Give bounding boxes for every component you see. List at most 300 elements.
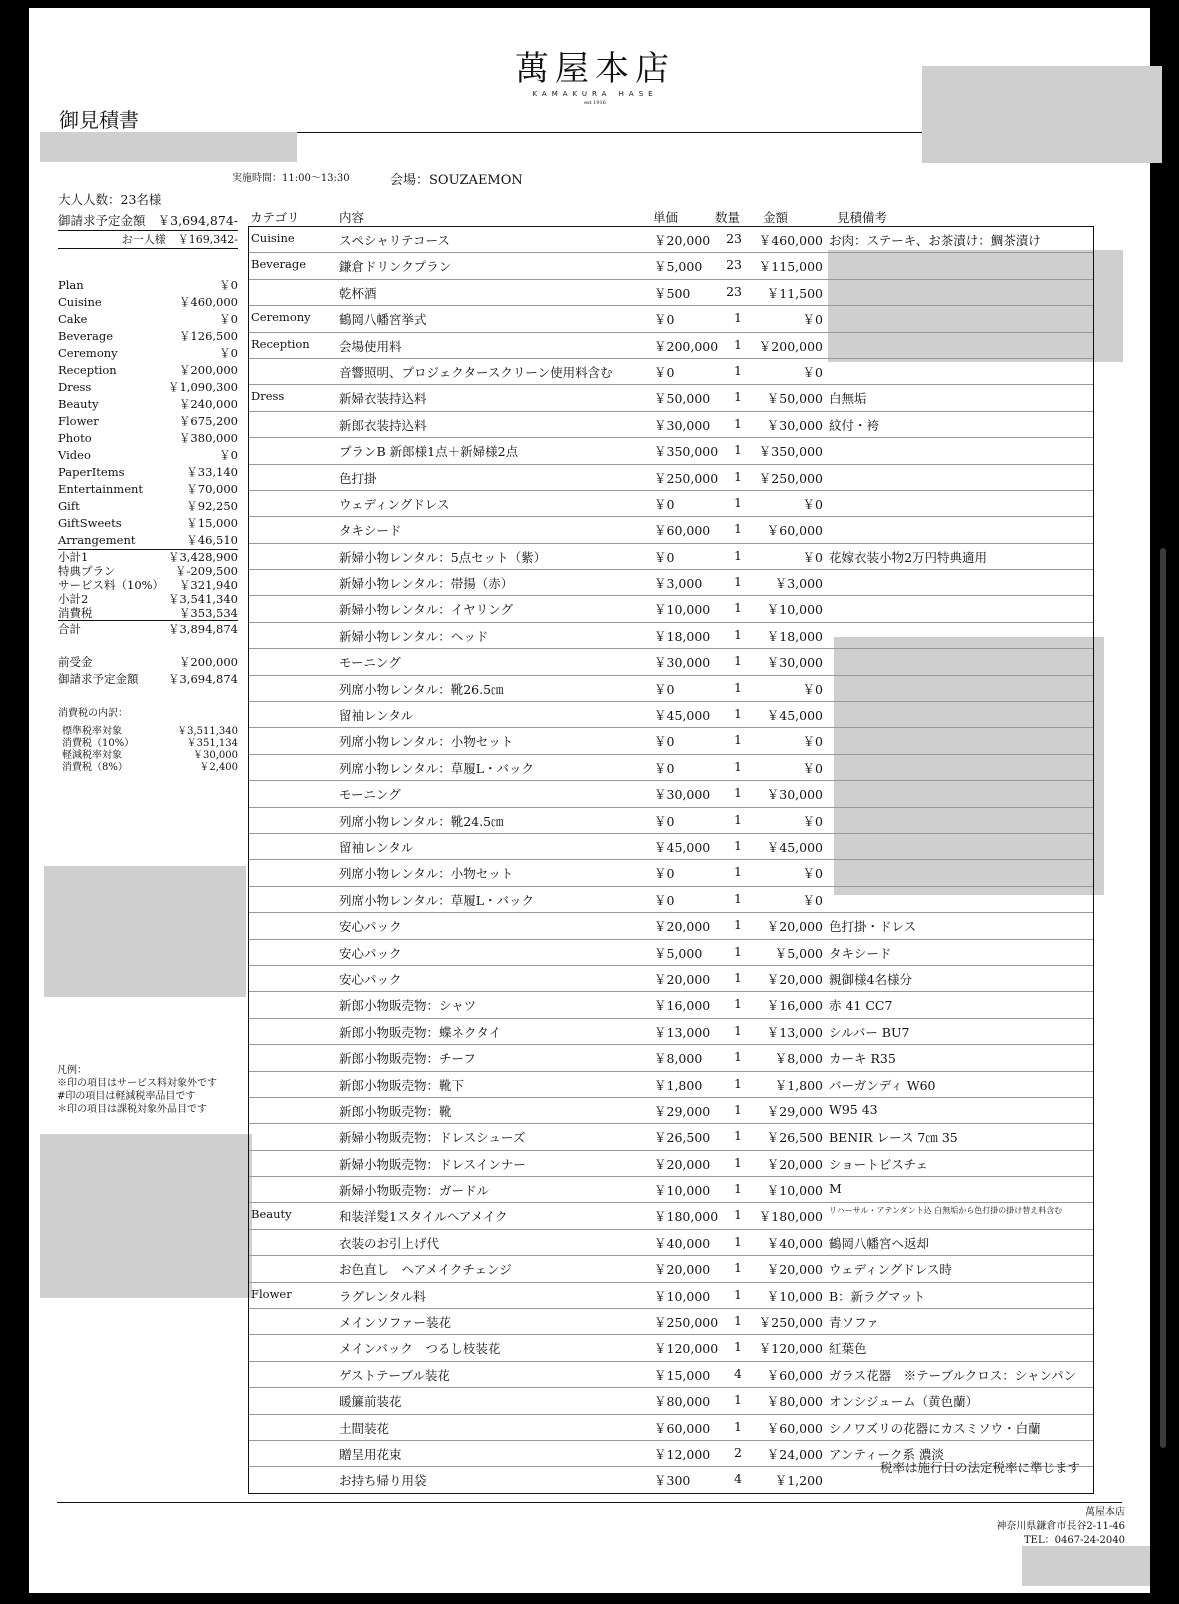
cell-item: 安心パック (339, 971, 402, 987)
subtotals (58, 549, 238, 620)
cell-qty: 1 (734, 864, 742, 880)
cell-qty: 1 (734, 732, 742, 748)
table-row (249, 940, 1093, 966)
event-time: 実施時間：11:00〜13:30 (232, 173, 350, 184)
cell-amount: ￥40,000 (766, 1235, 823, 1251)
cell-price: ￥0 (654, 813, 675, 829)
cell-price: ￥180,000 (654, 1209, 719, 1225)
subtotal-row-label: 小計2 (58, 592, 89, 606)
cell-category: Dress (251, 389, 285, 404)
cell-item: 列席小物レンタル：草履L・バック (339, 892, 534, 908)
logo-sub-text: KAMAKURA HASE (532, 90, 658, 98)
category-total-row-label: Photo (58, 431, 92, 445)
cell-qty: 23 (726, 283, 742, 299)
category-total-row-label: Dress (58, 380, 92, 394)
cell-qty: 1 (734, 706, 742, 722)
cell-item: お持ち帰り用袋 (339, 1473, 427, 1489)
category-totals (58, 277, 238, 549)
footer (930, 1506, 1125, 1548)
cell-price: ￥200,000 (654, 338, 719, 354)
subtotal-row (58, 578, 238, 592)
cell-item: 鶴岡八幡宮挙式 (339, 312, 427, 328)
table-row (249, 412, 1093, 438)
cell-price: ￥12,000 (654, 1446, 711, 1462)
cell-item: 新郎小物販売物：チーフ (339, 1051, 476, 1067)
category-total-row-value: ￥460,000 (178, 295, 238, 309)
cell-price: ￥26,500 (654, 1130, 711, 1146)
table-row (249, 1151, 1093, 1177)
header-price: 単価 (653, 210, 679, 225)
cell-amount: ￥30,000 (766, 787, 823, 803)
cell-price: ￥0 (654, 496, 675, 512)
cell-price: ￥20,000 (654, 971, 711, 987)
subtotal-row (58, 592, 238, 606)
cell-price: ￥3,000 (654, 576, 703, 592)
bill-final-row: 御請求予定金額 ￥3,694,874 (58, 672, 238, 686)
category-total-row-label: Video (58, 448, 91, 462)
cell-price: ￥40,000 (654, 1235, 711, 1251)
cell-note: 紋付・袴 (829, 417, 880, 433)
cell-note: 色打掛・ドレス (829, 919, 917, 935)
cell-amount: ￥13,000 (766, 1024, 823, 1040)
legend-line: 凡例： (57, 1065, 87, 1076)
table-row (249, 1415, 1093, 1441)
category-total-row-value: ￥0 (219, 346, 238, 360)
cell-amount: ￥1,200 (774, 1473, 823, 1489)
cell-item: 新婦衣装持込料 (339, 391, 427, 407)
cell-item: 新婦小物レンタル：帯揚（赤） (339, 576, 514, 592)
cell-amount: ￥200,000 (758, 338, 823, 354)
category-total-row (58, 515, 238, 532)
cell-price: ￥0 (654, 681, 675, 697)
tax-breakdown (58, 726, 238, 774)
cell-note: タキシード (829, 945, 892, 961)
cell-price: ￥20,000 (654, 919, 711, 935)
tax-breakdown-row-label: 軽減税率対象 (62, 750, 122, 761)
cell-item: モーニング (339, 655, 401, 671)
category-total-row (58, 396, 238, 413)
table-row (249, 1335, 1093, 1361)
cell-price: ￥10,000 (654, 1183, 711, 1199)
subtotal-row-value: ￥-209,500 (175, 564, 238, 578)
cell-price: ￥10,000 (654, 602, 711, 618)
category-total-row-label: Flower (58, 414, 99, 428)
cell-amount: ￥24,000 (766, 1446, 823, 1462)
cell-amount: ￥11,500 (766, 285, 823, 301)
table-row (249, 280, 1093, 306)
table-row (249, 860, 1093, 886)
cell-price: ￥50,000 (654, 391, 711, 407)
per-person-value: ￥169,342- (177, 233, 238, 246)
subtotal-row (58, 550, 238, 564)
tax-breakdown-row-label: 消費税（8%） (62, 762, 128, 773)
cell-price: ￥13,000 (654, 1024, 711, 1040)
category-total-row-value: ￥200,000 (178, 363, 238, 377)
footer-address: 神奈川県鎌倉市長谷2-11-46 (996, 1521, 1125, 1532)
cell-note: 白無垢 (829, 391, 867, 407)
table-row (249, 544, 1093, 570)
subtotal-row-label: 小計1 (58, 550, 89, 564)
guest-count: 大人人数：23名様 (58, 192, 162, 207)
cell-note: カーキ R35 (829, 1051, 896, 1067)
bill-value: ￥3,694,874- (157, 213, 238, 228)
subtotal-row (58, 606, 238, 620)
cell-price: ￥250,000 (654, 1315, 719, 1331)
category-total-row (58, 430, 238, 447)
cell-qty: 1 (734, 785, 742, 801)
company-logo (505, 50, 685, 106)
category-total-row-value: ￥1,090,300 (167, 380, 238, 394)
cell-category: Beauty (251, 1207, 292, 1222)
cell-amount: ￥10,000 (766, 1183, 823, 1199)
table-row (249, 1203, 1093, 1229)
cell-amount: ￥115,000 (758, 259, 823, 275)
cell-qty: 1 (734, 679, 742, 695)
cell-price: ￥300 (654, 1473, 691, 1489)
cell-note: 赤 41 CC7 (829, 998, 893, 1014)
cell-qty: 1 (734, 943, 742, 959)
cell-qty: 1 (734, 1286, 742, 1302)
category-total-row (58, 362, 238, 379)
table-row (249, 623, 1093, 649)
header-category: カテゴリ (250, 210, 300, 225)
redaction-box (922, 66, 1162, 163)
cell-note: アンティーク系 濃淡 (829, 1446, 944, 1462)
subtotal-row-value: ￥3,428,900 (167, 550, 238, 564)
logo-est-text: est 1916 (584, 100, 606, 106)
cell-amount: ￥0 (802, 813, 823, 829)
table-row (249, 1256, 1093, 1282)
subtotal-row-label: サービス料（10%） (58, 578, 165, 592)
cell-amount: ￥80,000 (766, 1394, 823, 1410)
header-note: 見積備考 (837, 210, 888, 225)
footer-company: 萬屋本店 (1085, 1507, 1125, 1518)
tax-breakdown-row-value: ￥2,400 (199, 762, 238, 773)
tax-breakdown-row (58, 726, 238, 738)
table-row (249, 834, 1093, 860)
cell-amount: ￥350,000 (758, 444, 823, 460)
cell-qty: 1 (734, 837, 742, 853)
tax-breakdown-row-label: 消費税（10%） (62, 738, 135, 749)
cell-qty: 1 (734, 494, 742, 510)
cell-price: ￥16,000 (654, 998, 711, 1014)
cell-qty: 1 (734, 1128, 742, 1144)
bill-label: 御請求予定金額 (58, 213, 146, 228)
estimate-table (248, 226, 1094, 1494)
cell-amount: ￥0 (802, 312, 823, 328)
cell-amount: ￥0 (802, 892, 823, 908)
cell-price: ￥0 (654, 364, 675, 380)
cell-item: ウェディングドレス (339, 496, 450, 512)
category-total-row-value: ￥126,500 (178, 329, 238, 343)
cell-price: ￥250,000 (654, 470, 719, 486)
cell-amount: ￥250,000 (758, 470, 823, 486)
cell-item: 新郎小物販売物：蝶ネクタイ (339, 1024, 502, 1040)
cell-qty: 1 (734, 1339, 742, 1355)
cell-item: 留袖レンタル (339, 839, 414, 855)
cell-amount: ￥20,000 (766, 971, 823, 987)
table-row (249, 702, 1093, 728)
cell-qty: 1 (734, 1392, 742, 1408)
cell-item: 安心パック (339, 919, 402, 935)
cell-note: リハーサル・アテンダント込 白無垢から色打掛の掛け替え料含む (829, 1206, 1063, 1216)
category-total-row-label: PaperItems (58, 465, 125, 479)
table-row (249, 1177, 1093, 1203)
cell-item: モーニング (339, 787, 401, 803)
cell-amount: ￥30,000 (766, 655, 823, 671)
cell-price: ￥5,000 (654, 259, 703, 275)
cell-item: 列席小物レンタル：草履L・バック (339, 760, 534, 776)
cell-item: 列席小物レンタル：靴24.5㎝ (339, 813, 504, 829)
category-total-row (58, 498, 238, 515)
cell-item: 列席小物レンタル：靴26.5㎝ (339, 681, 504, 697)
cell-price: ￥0 (654, 866, 675, 882)
cell-qty: 1 (734, 996, 742, 1012)
category-total-row (58, 481, 238, 498)
category-total-row (58, 532, 238, 549)
category-total-row-value: ￥46,510 (186, 533, 238, 547)
cell-qty: 1 (734, 653, 742, 669)
cell-item: 衣装のお引上げ代 (339, 1235, 440, 1251)
cell-item: 土間装花 (339, 1420, 390, 1436)
cell-qty: 1 (734, 1154, 742, 1170)
cell-note: ウェディングドレス時 (829, 1262, 952, 1278)
cell-item: タキシード (339, 523, 402, 539)
tax-breakdown-title: 消費税の内訳： (58, 708, 128, 719)
subtotal-row-value: ￥3,541,340 (167, 592, 238, 606)
scrollbar[interactable] (1160, 548, 1166, 1448)
cell-qty: 1 (734, 1418, 742, 1434)
cell-amount: ￥45,000 (766, 708, 823, 724)
category-total-row (58, 447, 238, 464)
cell-qty: 1 (734, 600, 742, 616)
category-total-row-value: ￥33,140 (186, 465, 238, 479)
cell-qty: 1 (734, 415, 742, 431)
cell-item: 列席小物レンタル：小物セット (339, 866, 514, 882)
cell-item: スペシャリテコース (339, 233, 450, 248)
cell-price: ￥18,000 (654, 628, 711, 644)
bill-amount-row (58, 212, 238, 231)
cell-qty: 1 (734, 468, 742, 484)
cell-amount: ￥250,000 (758, 1315, 823, 1331)
header-qty: 数量 (715, 210, 741, 225)
cell-note: 親御様4名様分 (829, 971, 912, 987)
cell-note: 花嫁衣装小物2万円特典適用 (829, 549, 987, 565)
cell-amount: ￥5,000 (774, 945, 823, 961)
cell-price: ￥8,000 (654, 1051, 703, 1067)
cell-item: 会場使用料 (339, 338, 402, 354)
table-row (249, 676, 1093, 702)
table-row (249, 755, 1093, 781)
subtotal-row-value: ￥321,940 (178, 578, 238, 592)
cell-qty: 1 (734, 1233, 742, 1249)
cell-amount: ￥0 (802, 734, 823, 750)
category-total-row-value: ￥15,000 (186, 516, 238, 530)
cell-note: ショートビスチェ (829, 1156, 929, 1172)
cell-amount: ￥0 (802, 681, 823, 697)
cell-price: ￥30,000 (654, 417, 711, 433)
cell-amount: ￥0 (802, 364, 823, 380)
cell-note: バーガンディ W60 (829, 1077, 936, 1093)
cell-qty: 1 (734, 362, 742, 378)
cell-qty: 1 (734, 547, 742, 563)
total-row: 合計 ￥3,894,874 (58, 622, 238, 636)
redaction-box (40, 132, 297, 162)
cell-price: ￥15,000 (654, 1367, 711, 1383)
category-total-row-value: ￥70,000 (186, 482, 238, 496)
cell-category: Flower (251, 1286, 292, 1301)
cell-item: 新婦小物販売物：ドレスシューズ (339, 1130, 526, 1146)
legend (57, 1064, 217, 1116)
cell-amount: ￥10,000 (766, 1288, 823, 1304)
cell-price: ￥60,000 (654, 1420, 711, 1436)
table-row (249, 465, 1093, 491)
table-row (249, 887, 1093, 913)
subtotal-row (58, 564, 238, 578)
cell-price: ￥20,000 (654, 1262, 711, 1278)
tax-breakdown-row-label: 標準税率対象 (62, 726, 122, 737)
cell-amount: ￥460,000 (758, 233, 823, 248)
category-total-row (58, 294, 238, 311)
table-row (249, 992, 1093, 1018)
cell-item: 鎌倉ドリンクプラン (339, 259, 452, 275)
cell-qty: 1 (734, 1207, 742, 1223)
cell-qty: 1 (734, 811, 742, 827)
table-row (249, 1362, 1093, 1388)
cell-price: ￥10,000 (654, 1288, 711, 1304)
header-amount: 金額 (763, 210, 789, 225)
table-row (249, 1124, 1093, 1150)
table-row (249, 966, 1093, 992)
category-total-row-label: Cake (58, 312, 88, 326)
cell-item: プランB 新郎様1点＋新婦様2点 (339, 444, 519, 460)
cell-amount: ￥60,000 (766, 523, 823, 539)
cell-price: ￥0 (654, 760, 675, 776)
cell-amount: ￥60,000 (766, 1367, 823, 1383)
category-total-row-label: Beauty (58, 397, 99, 411)
cell-note: シルバー BU7 (829, 1024, 910, 1040)
table-row (249, 333, 1093, 359)
cell-note: M (829, 1181, 842, 1197)
category-total-row-value: ￥0 (219, 448, 238, 462)
cell-note: ガラス花器 ※テーブルクロス：シャンパン (829, 1367, 1077, 1383)
cell-qty: 1 (734, 574, 742, 590)
cell-qty: 1 (734, 1101, 742, 1117)
table-row (249, 570, 1093, 596)
cell-price: ￥0 (654, 549, 675, 565)
category-total-row-label: Entertainment (58, 482, 144, 496)
subtotal-row-label: 消費税 (58, 606, 93, 620)
cell-price: ￥45,000 (654, 708, 711, 724)
cell-amount: ￥1,800 (774, 1077, 823, 1093)
table-row (249, 1230, 1093, 1256)
cell-price: ￥60,000 (654, 523, 711, 539)
cell-price: ￥45,000 (654, 839, 711, 855)
cell-qty: 4 (734, 1471, 742, 1487)
table-row (249, 1309, 1093, 1335)
cell-qty: 1 (734, 442, 742, 458)
category-total-row (58, 345, 238, 362)
table-row (249, 359, 1093, 385)
event-venue: 会場：SOUZAEMON (390, 173, 523, 188)
table-header (250, 208, 1094, 226)
cell-item: 乾杯酒 (339, 285, 377, 301)
cell-category: Cuisine (251, 231, 295, 245)
tax-breakdown-row (58, 762, 238, 774)
category-total-row (58, 413, 238, 430)
category-total-row-label: Arrangement (58, 533, 136, 547)
cell-item: 音響照明、プロジェクタースクリーン使用料含む (339, 364, 613, 380)
category-total-row-label: Reception (58, 363, 117, 377)
cell-price: ￥5,000 (654, 945, 703, 961)
cell-amount: ￥29,000 (766, 1103, 823, 1119)
cell-amount: ￥10,000 (766, 602, 823, 618)
table-row (249, 1019, 1093, 1045)
cell-amount: ￥60,000 (766, 1420, 823, 1436)
category-total-row (58, 311, 238, 328)
per-person-label: お一人様 (121, 233, 166, 246)
cell-amount: ￥20,000 (766, 919, 823, 935)
cell-amount: ￥16,000 (766, 998, 823, 1014)
cell-amount: ￥20,000 (766, 1156, 823, 1172)
cell-price: ￥30,000 (654, 655, 711, 671)
table-row (249, 1098, 1093, 1124)
cell-amount: ￥26,500 (766, 1130, 823, 1146)
table-row (249, 1283, 1093, 1309)
footer-divider (57, 1502, 1122, 1503)
cell-item: 新婦小物レンタル：ヘッド (339, 628, 489, 644)
cell-note: B：新ラグマット (829, 1288, 926, 1304)
cell-price: ￥1,800 (654, 1077, 703, 1093)
cell-item: メインソファー装花 (339, 1315, 452, 1331)
cell-item: 安心パック (339, 945, 402, 961)
cell-item: 新婦小物販売物：ドレスインナー (339, 1156, 526, 1172)
cell-amount: ￥18,000 (766, 628, 823, 644)
table-row (249, 913, 1093, 939)
cell-qty: 1 (734, 1313, 742, 1329)
cell-price: ￥500 (654, 285, 691, 301)
cell-amount: ￥0 (802, 549, 823, 565)
cell-item: 和装洋髪1スタイルヘアメイク (339, 1209, 508, 1225)
cell-note: シノワズリの花器にカスミソウ・白蘭 (829, 1420, 1041, 1436)
cell-price: ￥0 (654, 892, 675, 908)
cell-qty: 4 (734, 1365, 742, 1381)
cell-qty: 1 (734, 336, 742, 352)
cell-note: 紅葉色 (829, 1341, 867, 1357)
category-total-row-label: Beverage (58, 329, 114, 343)
cell-note: 鶴岡八幡宮へ返却 (829, 1235, 930, 1251)
cell-qty: 1 (734, 890, 742, 906)
category-total-row-label: Plan (58, 278, 84, 292)
cell-qty: 1 (734, 521, 742, 537)
cell-amount: ￥50,000 (766, 391, 823, 407)
subtotal-row-value: ￥353,534 (178, 606, 238, 620)
cell-qty: 1 (734, 969, 742, 985)
redaction-box (40, 1134, 252, 1298)
cell-item: 留袖レンタル (339, 708, 414, 724)
table-row (249, 649, 1093, 675)
cell-item: 新郎衣装持込料 (339, 417, 427, 433)
summary-panel (58, 190, 238, 774)
category-total-row-value: ￥675,200 (178, 414, 238, 428)
cell-note: オンシジューム（黄色蘭） (829, 1394, 979, 1410)
redaction-box (44, 866, 246, 997)
header-item: 内容 (339, 210, 365, 225)
cell-amount: ￥3,000 (774, 576, 823, 592)
cell-category: Reception (251, 336, 310, 351)
legend-line: #印の項目は軽減税率品目です (57, 1091, 196, 1102)
cell-category: Beverage (251, 257, 307, 272)
